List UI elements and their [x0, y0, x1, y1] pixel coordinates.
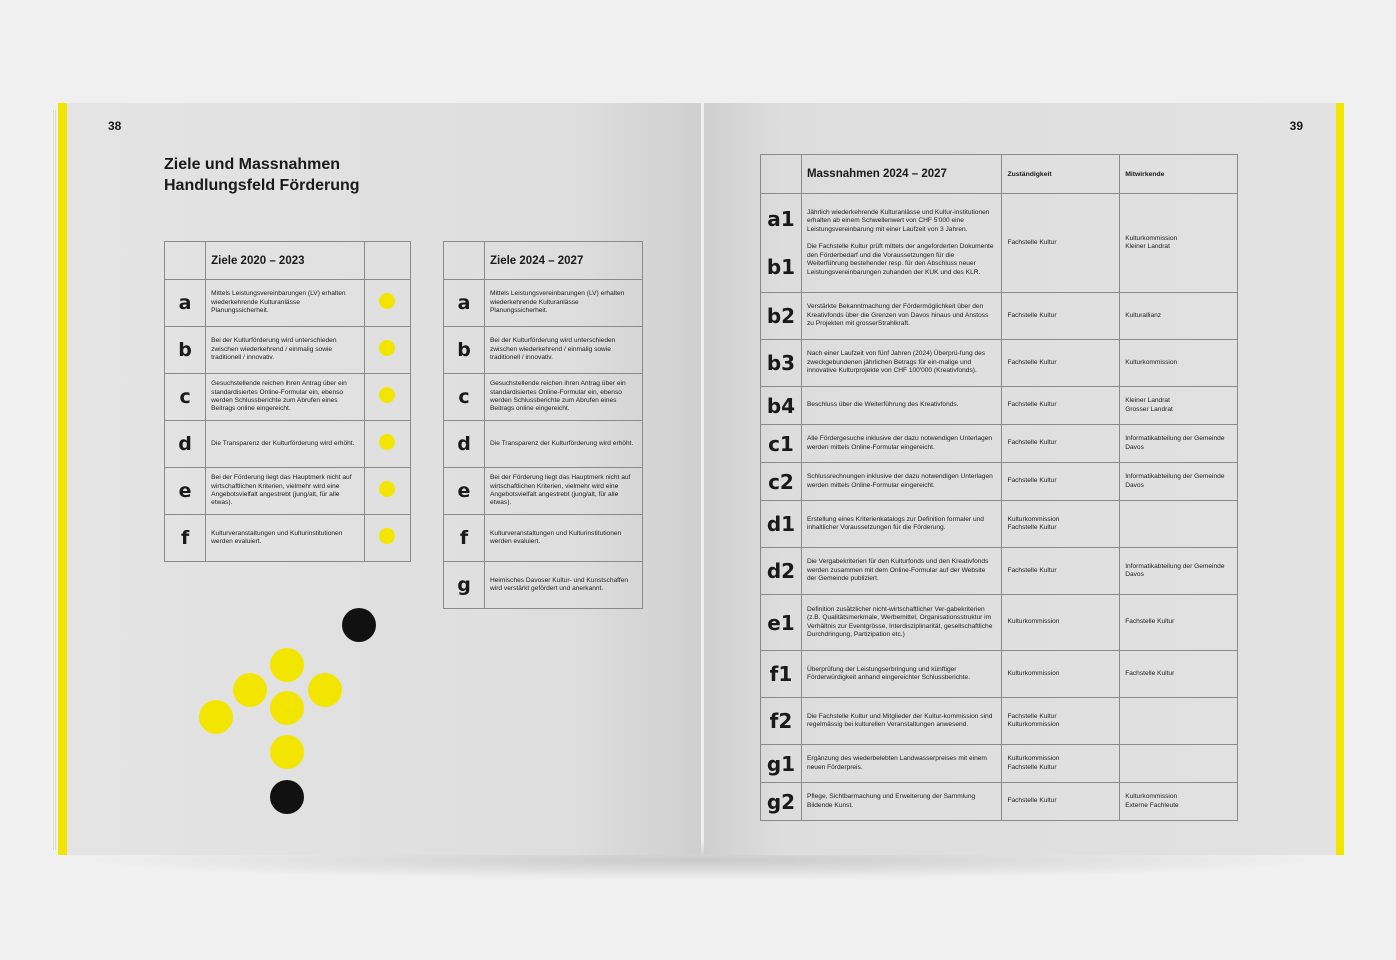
- goal-text: Mittels Leistungsvereinbarungen (LV) erhalten wiederkehrende Kulturanlässe Planungssicherheit.: [206, 280, 365, 327]
- responsibility-cell: Kulturkommission: [1002, 651, 1120, 698]
- responsibility-header: Zuständigkeit: [1002, 155, 1120, 194]
- goal-text: Heimisches Davoser Kultur- und Kunstschaffen wird verstärkt gefördert und anerkannt.: [485, 562, 643, 609]
- goal-text: Bei der Kulturförderung wird unterschieden zwischen wiederkehrend / einmalig sowie traditionell / innovativ.: [206, 327, 365, 374]
- contributors-cell: Informatikabteilung der Gemeinde Davos: [1120, 425, 1238, 463]
- contributors-cell: Kulturkommission Kleiner Landrat: [1120, 194, 1238, 293]
- contributors-header: Mitwirkende: [1120, 155, 1238, 194]
- contributors-cell: Kulturallianz: [1120, 293, 1238, 340]
- table-row: [444, 468, 643, 515]
- row-id: d1: [761, 501, 802, 548]
- left-page-stack: [52, 110, 56, 850]
- measure-text: Alle Fördergesuche inklusive der dazu notwendigen Unterlagen werden mittels Online-Formular eingereicht.: [801, 425, 1002, 463]
- measure-text-b1: Die Fachstelle Kultur prüft mittels der angeforderten Dokumente den Förderbedarf und die Voraussetzungen für die Weiterführung bestehender resp. für den Abschluss neuer Leistungsvereinbarungen zuhanden der KUK und des KLR.: [806, 243, 994, 276]
- goal-letter: e: [444, 468, 485, 515]
- table-row: [165, 421, 411, 468]
- responsibility-cell: Fachstelle Kultur: [1002, 340, 1120, 387]
- goal-text: Mittels Leistungsvereinbarungen (LV) erhalten wiederkehrende Kulturanlässe Planungssicherheit.: [485, 280, 643, 327]
- responsibility-cell: Fachstelle Kultur: [1002, 463, 1120, 501]
- measure-text: Beschluss über die Weiterführung des Kreativfonds.: [801, 387, 1002, 425]
- status-cell: [364, 374, 410, 421]
- title-line-2: Handlungsfeld Förderung: [164, 177, 360, 194]
- table-row: [761, 425, 1238, 463]
- goal-text: Die Transparenz der Kulturförderung wird erhöht.: [206, 421, 365, 468]
- contributors-cell: Fachstelle Kultur: [1120, 595, 1238, 651]
- table-row: [761, 745, 1238, 783]
- yellow-circle-decoration: [270, 691, 304, 725]
- responsibility-cell: Kulturkommission: [1002, 595, 1120, 651]
- yellow-circle-decoration: [308, 673, 342, 707]
- responsibility-cell: Fachstelle Kultur Kulturkommission: [1002, 698, 1120, 745]
- goal-letter: f: [165, 515, 206, 562]
- table-row: [165, 327, 411, 374]
- contributors-cell: Kleiner Landrat Grosser Landrat: [1120, 387, 1238, 425]
- page-title: [164, 154, 360, 196]
- black-circle-decoration: [342, 608, 376, 642]
- goal-letter: a: [444, 280, 485, 327]
- responsibility-cell: Kulturkommission Fachstelle Kultur: [1002, 745, 1120, 783]
- goal-letter: g: [444, 562, 485, 609]
- measure-text: Definition zusätzlicher nicht-wirtschaftlicher Ver-gabekriterien (z.B. Qualitätsmerkmale, Werbemittel, Organisationsstruktur im Verhältnis zur Eventgrösse, Interdisziplinarität, gesellschaftliche Durchdringung, Partizipation etc.): [801, 595, 1002, 651]
- contributors-cell: [1120, 698, 1238, 745]
- row-id: c2: [761, 463, 802, 501]
- black-circle-decoration: [270, 780, 304, 814]
- measure-text: Die Fachstelle Kultur und Mitglieder der Kultur-kommission sind regelmässig bei kulturellen Veranstaltungen anwesend.: [801, 698, 1002, 745]
- table-row: [761, 698, 1238, 745]
- row-id-a1: a1: [767, 207, 795, 231]
- goal-text: Bei der Förderung liegt das Hauptmerk nicht auf wirtschaftlichen Kriterien, vielmehr wird eine Angebotsvielfalt angestrebt (jung/alt, für alle etwas).: [485, 468, 643, 515]
- responsibility-cell: Fachstelle Kultur: [1002, 387, 1120, 425]
- table-row: [444, 327, 643, 374]
- contributors-cell: Kulturkommission Externe Fachleute: [1120, 783, 1238, 821]
- yellow-dot-icon: [379, 387, 395, 403]
- row-id: d2: [761, 548, 802, 595]
- goal-letter: f: [444, 515, 485, 562]
- table-corner: [761, 155, 802, 194]
- measure-text: Überprüfung der Leistungserbringung und künftiger Förderwürdigkeit anhand eingereichter Schlussberichte.: [801, 651, 1002, 698]
- measure-text: Pflege, Sichtbarmachung und Erweiterung der Sammlung Bildende Kunst.: [801, 783, 1002, 821]
- contributors-cell: Fachstelle Kultur: [1120, 651, 1238, 698]
- table-row: [761, 194, 1238, 293]
- row-id: b4: [761, 387, 802, 425]
- table-row: [444, 562, 643, 609]
- contributors-cell: Informatikabteilung der Gemeinde Davos: [1120, 463, 1238, 501]
- measures-table: [760, 154, 1238, 821]
- goal-text: Bei der Förderung liegt das Hauptmerk nicht auf wirtschaftlichen Kriterien, vielmehr wird eine Angebotsvielfalt angestrebt (jung/alt, für alle etwas).: [206, 468, 365, 515]
- yellow-circle-decoration: [270, 648, 304, 682]
- yellow-dot-icon: [379, 293, 395, 309]
- yellow-dot-icon: [379, 340, 395, 356]
- table-row: [165, 374, 411, 421]
- table-row: [761, 293, 1238, 340]
- contributors-cell: [1120, 745, 1238, 783]
- responsibility-cell: Fachstelle Kultur: [1002, 293, 1120, 340]
- row-id: e1: [761, 595, 802, 651]
- table-row: [444, 280, 643, 327]
- yellow-dot-icon: [379, 528, 395, 544]
- status-cell: [364, 280, 410, 327]
- responsibility-cell: Kulturkommission Fachstelle Kultur: [1002, 501, 1120, 548]
- goals-table-2020: [164, 241, 411, 562]
- yellow-circle-decoration: [233, 673, 267, 707]
- status-cell: [364, 468, 410, 515]
- goal-letter: d: [444, 421, 485, 468]
- yellow-circle-decoration: [199, 700, 233, 734]
- measure-text-a1: Jährlich wiederkehrende Kulturanlässe und Kultur-institutionen erhalten ab einem Schwellenwert von CHF 5'000 eine Leistungsvereinbarung mit einer Laufzeit von 3 Jahren.: [806, 209, 990, 233]
- status-cell: [364, 421, 410, 468]
- measure-text: Erstellung eines Kriterienkatalogs zur Definition formaler und inhaltlicher Voraussetzungen für die Förderung.: [801, 501, 1002, 548]
- row-id-cell: [761, 194, 802, 293]
- measure-text: Verstärkte Bekanntmachung der Fördermöglichkeit über den Kreativfonds über die Grenzen von Davos hinaus und Anstoss zu Projekten mit grosserStrahlkraft.: [801, 293, 1002, 340]
- table-corner: [165, 242, 206, 280]
- table-row: [761, 548, 1238, 595]
- responsibility-cell: Fachstelle Kultur: [1002, 425, 1120, 463]
- contributors-cell: Kulturkommission: [1120, 340, 1238, 387]
- goal-text: Gesuchstellende reichen ihren Antrag über ein standardisiertes Online-Formular ein, ebenso werden Schlussberichte zum Abrufen eines Beitrags online eingereicht.: [485, 374, 643, 421]
- goals-table-2024: [443, 241, 643, 609]
- goal-letter: c: [165, 374, 206, 421]
- measure-text: Schlussrechnungen inklusive der dazu notwendigen Unterlagen werden mittels Online-Formular eingereicht.: [801, 463, 1002, 501]
- row-id: g2: [761, 783, 802, 821]
- title-line-1: Ziele und Massnahmen: [164, 156, 341, 173]
- table-row: [761, 651, 1238, 698]
- row-id: g1: [761, 745, 802, 783]
- contributors-cell: [1120, 501, 1238, 548]
- table-row: [165, 468, 411, 515]
- table-row: [761, 463, 1238, 501]
- responsibility-cell: Fachstelle Kultur: [1002, 783, 1120, 821]
- goal-letter: c: [444, 374, 485, 421]
- measure-text: Die Vergabekriterien für den Kulturfonds und den Kreativfonds werden zusammen mit dem Online-Formular auf der Website der Gemeinde publiziert.: [801, 548, 1002, 595]
- table-row: [761, 595, 1238, 651]
- table-row: [761, 387, 1238, 425]
- goal-text: Die Transparenz der Kulturförderung wird erhöht.: [485, 421, 643, 468]
- status-cell: [364, 515, 410, 562]
- left-page: [58, 103, 701, 855]
- goal-text: Kulturveranstaltungen und Kulturinstitutionen werden evaluiert.: [206, 515, 365, 562]
- status-cell: [364, 327, 410, 374]
- yellow-circle-decoration: [270, 735, 304, 769]
- row-id: b3: [761, 340, 802, 387]
- page-number-right: 39: [1289, 119, 1303, 133]
- table-row: [444, 374, 643, 421]
- table-row: [165, 280, 411, 327]
- table-corner: [444, 242, 485, 280]
- row-id: f1: [761, 651, 802, 698]
- row-id: b2: [761, 293, 802, 340]
- row-id-b1: b1: [766, 255, 796, 279]
- goal-text: Kulturveranstaltungen und Kulturinstitutionen werden evaluiert.: [485, 515, 643, 562]
- yellow-dot-icon: [379, 434, 395, 450]
- goal-letter: a: [165, 280, 206, 327]
- responsibility-cell: Fachstelle Kultur: [1002, 548, 1120, 595]
- goal-letter: b: [165, 327, 206, 374]
- table-row: [165, 515, 411, 562]
- goal-letter: b: [444, 327, 485, 374]
- goal-text: Bei der Kulturförderung wird unterschieden zwischen wiederkehrend / einmalig sowie traditionell / innovativ.: [485, 327, 643, 374]
- goals-2020-header: Ziele 2020 – 2023: [206, 242, 365, 280]
- measure-text-cell: [801, 194, 1002, 293]
- table-row: [761, 501, 1238, 548]
- table-row: [761, 340, 1238, 387]
- goal-text: Gesuchstellende reichen ihren Antrag über ein standardisiertes Online-Formular ein, ebenso werden Schlussberichte zum Abrufen eines Beitrags online eingereicht.: [206, 374, 365, 421]
- yellow-dot-icon: [379, 481, 395, 497]
- right-page: [704, 103, 1344, 855]
- contributors-cell: Informatikabteilung der Gemeinde Davos: [1120, 548, 1238, 595]
- responsibility-cell: Fachstelle Kultur: [1002, 194, 1120, 293]
- goal-letter: d: [165, 421, 206, 468]
- measure-text: Ergänzung des wiederbelebten Landwasserpreises mit einem neuen Förderpreis.: [801, 745, 1002, 783]
- table-row: [444, 421, 643, 468]
- status-header: [364, 242, 410, 280]
- table-row: [444, 515, 643, 562]
- row-id: c1: [761, 425, 802, 463]
- goal-letter: e: [165, 468, 206, 515]
- measure-text: Nach einer Laufzeit von fünf Jahren (2024) Überprü-fung des zweckgebundenen jährlichen Betrags für ein-malige und innovative Kulturprojekte von CHF 100'000 (Kreativfonds).: [801, 340, 1002, 387]
- table-row: [761, 783, 1238, 821]
- measures-header: Massnahmen 2024 – 2027: [801, 155, 1002, 194]
- row-id: f2: [761, 698, 802, 745]
- page-number-left: 38: [108, 119, 122, 133]
- goals-2024-header: Ziele 2024 – 2027: [485, 242, 643, 280]
